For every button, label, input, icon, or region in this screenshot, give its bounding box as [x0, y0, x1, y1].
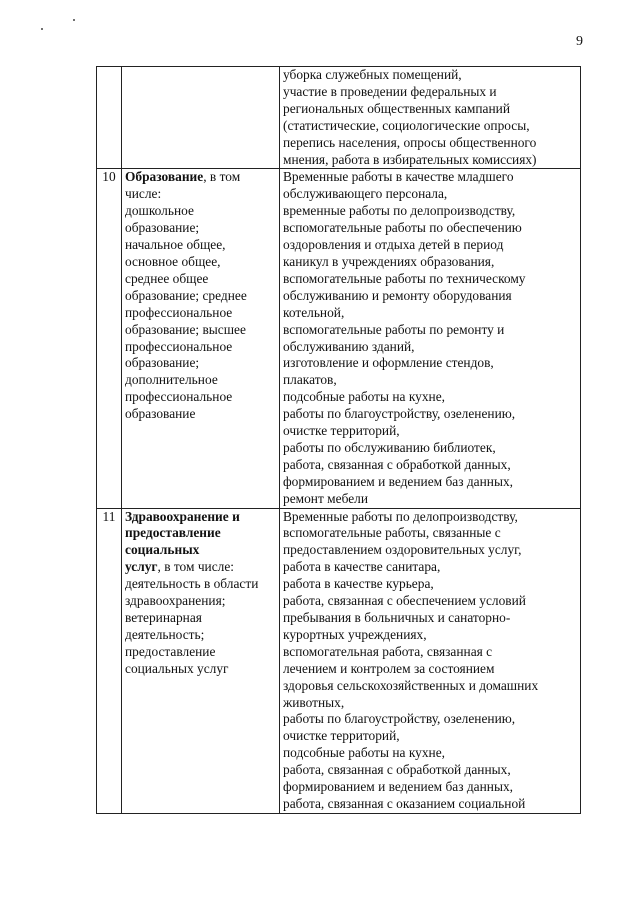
- table-row: [97, 508, 581, 813]
- page-number: 9: [576, 34, 583, 49]
- work-item-line: котельной,: [283, 304, 345, 320]
- activity-name-text: образование;: [125, 220, 200, 236]
- work-item-line: (статистические, социологические опросы,: [283, 117, 530, 133]
- scan-dot: [41, 28, 43, 30]
- activity-name-cell: [122, 169, 280, 508]
- activity-name-text: основное общее,: [125, 253, 221, 269]
- activity-name-line: [125, 169, 276, 186]
- activity-name-line: [125, 220, 276, 237]
- activity-name-line: [125, 186, 276, 203]
- activity-name-line: [125, 661, 276, 678]
- activity-name-line: [125, 593, 276, 610]
- activity-name-text: деятельность;: [125, 626, 205, 642]
- activity-name-cell: [122, 508, 280, 813]
- activity-name-line: [125, 203, 276, 220]
- activity-name-line: [125, 542, 276, 559]
- activity-name-line: [125, 406, 276, 423]
- activity-name-line: [125, 372, 276, 389]
- work-item-line: лечением и контролем за состоянием: [283, 660, 495, 676]
- activity-name-line: [125, 305, 276, 322]
- works-table: [96, 66, 581, 814]
- work-item-line: ремонт мебели: [283, 490, 369, 506]
- work-item-line: предоставлением оздоровительных услуг,: [283, 542, 522, 558]
- work-item-line: работа, связанная с обработкой данных,: [283, 762, 511, 778]
- work-item-line: здоровья сельскохозяйственных и домашних: [283, 677, 539, 693]
- work-item-line: участие в проведении федеральных и: [283, 83, 497, 99]
- activity-name-bold: услуг: [125, 559, 158, 575]
- activity-name-text: дошкольное: [125, 203, 194, 219]
- activity-name-cell: [122, 67, 280, 169]
- activity-name-line: [125, 339, 276, 356]
- activity-name-text: профессиональное: [125, 338, 233, 354]
- row-number: 11: [97, 508, 122, 813]
- activity-name-bold: Образование: [125, 169, 204, 185]
- activity-name-text: образование; высшее: [125, 321, 246, 337]
- activity-name-line: [125, 627, 276, 644]
- work-item-line: работы по благоустройству, озеленению,: [283, 711, 516, 727]
- activity-name-line: [125, 254, 276, 271]
- work-item-line: курортных учреждениях,: [283, 626, 427, 642]
- work-item-line: временные работы по делопроизводству,: [283, 203, 516, 219]
- activity-name-text: образование;: [125, 355, 200, 371]
- work-item-line: Временные работы в качестве младшего: [283, 169, 514, 185]
- table-row: [97, 169, 581, 508]
- activity-name-text: образование; среднее: [125, 287, 247, 303]
- activity-name-line: [125, 509, 276, 526]
- activity-name-line: [125, 525, 276, 542]
- works-list-cell: [280, 67, 581, 169]
- work-item-line: региональных общественных кампаний: [283, 100, 510, 116]
- activity-name-text: среднее общее: [125, 270, 209, 286]
- work-item-line: мнения, работа в избирательных комиссиях): [283, 151, 537, 167]
- work-item-line: обслуживающего персонала,: [283, 186, 448, 202]
- work-item-line: изготовление и оформление стендов,: [283, 355, 494, 371]
- work-item-line: обслуживанию и ремонту оборудования: [283, 287, 512, 303]
- table-row: [97, 67, 581, 169]
- work-item-line: обслуживанию зданий,: [283, 338, 415, 354]
- work-item-line: перепись населения, опросы общественного: [283, 134, 537, 150]
- work-item-line: плакатов,: [283, 372, 337, 388]
- activity-name-line: [125, 389, 276, 406]
- activity-name-text: , в том числе:: [157, 559, 235, 575]
- work-item-line: вспомогательные работы, связанные с: [283, 525, 501, 541]
- activity-name-text: деятельность в области: [125, 576, 259, 592]
- activity-name-line: [125, 610, 276, 627]
- activity-name-line: [125, 271, 276, 288]
- activity-name-text: профессиональное: [125, 389, 233, 405]
- activity-name-line: [125, 644, 276, 661]
- work-item-line: формированием и ведением баз данных,: [283, 473, 513, 489]
- work-item-line: работа, связанная с обеспечением условий: [283, 593, 526, 609]
- work-item-line: уборка служебных помещений,: [283, 67, 462, 82]
- work-item-line: вспомогательные работы по обеспечению: [283, 220, 522, 236]
- work-item-line: работа в качестве курьера,: [283, 576, 434, 592]
- activity-name-text: предоставление: [125, 643, 216, 659]
- work-item-line: работа, связанная с обработкой данных,: [283, 456, 511, 472]
- activity-name-text: здравоохранения;: [125, 593, 226, 609]
- work-item-line: подсобные работы на кухне,: [283, 389, 445, 405]
- activity-name-text: , в том: [203, 169, 241, 185]
- work-item-line: вспомогательная работа, связанная с: [283, 643, 493, 659]
- activity-name-text: социальных услуг: [125, 660, 229, 676]
- work-item-line: вспомогательные работы по ремонту и: [283, 321, 505, 337]
- scan-dot: [73, 19, 75, 21]
- activity-name-bold: Здравоохранение и: [125, 508, 240, 524]
- work-item-line: очистке территорий,: [283, 423, 400, 439]
- row-number: [97, 67, 122, 169]
- activity-name-text: профессиональное: [125, 304, 233, 320]
- work-item-line: работы по благоустройству, озеленению,: [283, 406, 516, 422]
- work-item-line: оздоровления и отдыха детей в период: [283, 237, 504, 253]
- activity-name-text: начальное общее,: [125, 237, 226, 253]
- activity-name-line: [125, 355, 276, 372]
- work-item-line: подсобные работы на кухне,: [283, 745, 445, 761]
- row-number: 10: [97, 169, 122, 508]
- activity-name-text: ветеринарная: [125, 610, 202, 625]
- work-item-line: пребывания в больничных и санаторно-: [283, 610, 511, 625]
- work-item-line: Временные работы по делопроизводству,: [283, 508, 518, 524]
- work-item-line: вспомогательные работы по техническому: [283, 270, 526, 286]
- activity-name-text: образование: [125, 406, 196, 422]
- activity-name-line: [125, 237, 276, 254]
- works-list-cell: [280, 169, 581, 508]
- work-item-line: очистке территорий,: [283, 728, 400, 744]
- activity-name-bold: социальных: [125, 542, 200, 558]
- work-item-line: работы по обслуживанию библиотек,: [283, 439, 496, 455]
- activity-name-line: [125, 559, 276, 576]
- work-item-line: формированием и ведением баз данных,: [283, 779, 513, 795]
- works-list-cell: [280, 508, 581, 813]
- activity-name-line: [125, 576, 276, 593]
- activity-name-line: [125, 288, 276, 305]
- activity-name-bold: предоставление: [125, 525, 221, 541]
- work-item-line: работа, связанная с оказанием социальной: [283, 795, 526, 811]
- activity-name-line: [125, 322, 276, 339]
- works-table-body: [97, 67, 581, 814]
- work-item-line: каникул в учреждениях образования,: [283, 253, 495, 269]
- work-item-line: работа в качестве санитара,: [283, 559, 441, 575]
- activity-name-text: дополнительное: [125, 372, 218, 388]
- work-item-line: животных,: [283, 694, 345, 710]
- activity-name-text: числе:: [125, 186, 162, 202]
